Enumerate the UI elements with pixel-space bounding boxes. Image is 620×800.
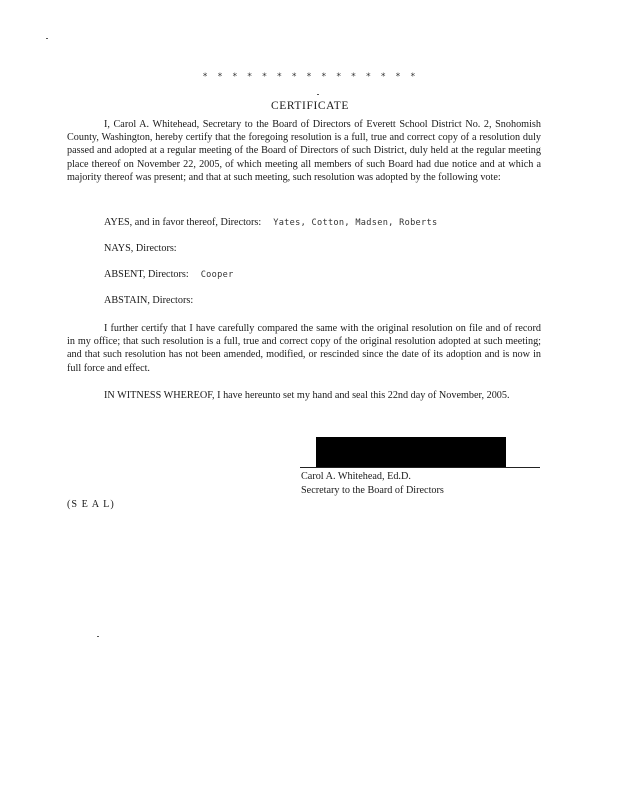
nays-line (104, 243, 189, 254)
nays-label: NAYS, Directors: (104, 243, 177, 254)
intro-text: I, Carol A. Whitehead, Secretary to the Board of Directors of Everett School District No. 2, Snohomish County, Washington, hereby certify that the foregoing resolution is a full, true and correct copy of a resolution duly passed and adopted at a regular meeting of the Board of Directors of such District, duly held at the regular meeting place thereof on November 22, 2005, of which meeting all members of such Board had due notice and at which a majority thereof was present; and that at such meeting, such resolution was adopted by the following vote: (67, 119, 541, 183)
separator-stars: * * * * * * * * * * * * * * * (202, 72, 418, 82)
abstain-line (104, 295, 205, 306)
abstain-label: ABSTAIN, Directors: (104, 295, 194, 306)
ayes-names: Yates, Cotton, Madsen, Roberts (273, 218, 438, 228)
scan-speck (46, 38, 48, 39)
scan-speck (317, 94, 319, 95)
further-certify-text: I further certify that I have carefully compared the same with the original resolution on file and of record in my office; that such resolution is a full, true and correct copy of the original resolution adopted at such meeting; and that such resolution has not been amended, modified, or rescinded since the date of its adoption and is now in full force and effect. (67, 323, 541, 374)
absent-label: ABSENT, Directors: (104, 269, 189, 280)
witness-text: IN WITNESS WHEREOF, I have hereunto set my hand and seal this 22nd day of November, 2005. (104, 390, 510, 401)
certificate-title: CERTIFICATE (270, 100, 350, 112)
intro-paragraph (67, 118, 541, 184)
seal-mark: (S E A L) (67, 499, 115, 510)
further-certify-paragraph (67, 322, 541, 375)
signatory-name: Carol A. Whitehead, Ed.D. (301, 471, 411, 482)
absent-names: Cooper (200, 270, 234, 280)
witness-paragraph (67, 389, 541, 402)
ayes-label: AYES, and in favor thereof, Directors: (104, 217, 262, 228)
ayes-line (104, 217, 437, 228)
signature-line (300, 467, 540, 468)
signatory-title: Secretary to the Board of Directors (301, 485, 444, 496)
redacted-signature (316, 437, 506, 467)
absent-line (104, 269, 234, 280)
scan-speck (97, 636, 99, 637)
